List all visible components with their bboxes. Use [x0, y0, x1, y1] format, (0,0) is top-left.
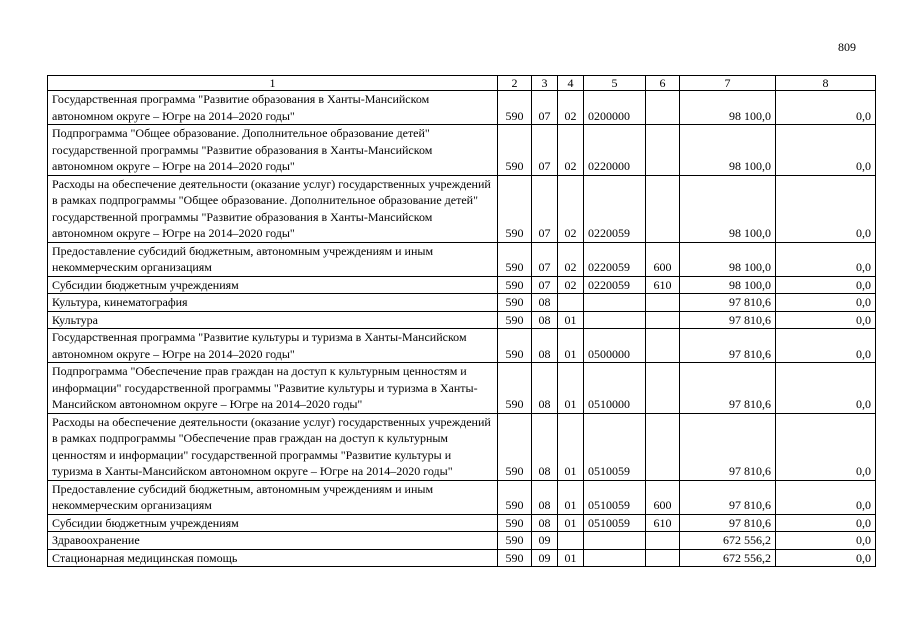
- cell-col-4: 02: [558, 91, 584, 125]
- cell-col-6: 610: [646, 276, 680, 294]
- cell-col-5: 0220059: [584, 242, 646, 276]
- cell-col-6: [646, 125, 680, 176]
- cell-col-7: 97 810,6: [680, 329, 776, 363]
- table-row: [48, 175, 876, 242]
- cell-col-7: 97 810,6: [680, 514, 776, 532]
- table-row: [48, 329, 876, 363]
- table-row: [48, 532, 876, 550]
- cell-col-2: 590: [498, 311, 532, 329]
- cell-col-3: 07: [532, 91, 558, 125]
- cell-col-7: 97 810,6: [680, 480, 776, 514]
- cell-col-3: 08: [532, 514, 558, 532]
- cell-col-4: 02: [558, 125, 584, 176]
- row-name-cell: Расходы на обеспечение деятельности (оказание услуг) государственных учреждений в рамках подпрограммы "Общее образование. Дополнительное образование детей" государственной программы "Развитие образования в Ханты-Мансийском автономном округе – Югре на 2014–2020 годы": [48, 175, 498, 242]
- cell-col-4: 02: [558, 242, 584, 276]
- row-name-cell: Культура: [48, 311, 498, 329]
- cell-col-8: 0,0: [776, 480, 876, 514]
- cell-col-2: 590: [498, 294, 532, 312]
- cell-col-6: [646, 311, 680, 329]
- cell-col-2: 590: [498, 242, 532, 276]
- cell-col-8: 0,0: [776, 294, 876, 312]
- cell-col-5: 0510059: [584, 413, 646, 480]
- cell-col-6: [646, 363, 680, 414]
- cell-col-5: 0500000: [584, 329, 646, 363]
- cell-col-2: 590: [498, 329, 532, 363]
- cell-col-7: 98 100,0: [680, 125, 776, 176]
- table-row: [48, 413, 876, 480]
- page-number: 809: [838, 40, 856, 54]
- cell-col-3: 07: [532, 242, 558, 276]
- cell-col-6: [646, 329, 680, 363]
- cell-col-7: 98 100,0: [680, 276, 776, 294]
- cell-col-2: 590: [498, 549, 532, 567]
- cell-col-5: 0200000: [584, 91, 646, 125]
- cell-col-5: 0510000: [584, 363, 646, 414]
- cell-col-5: 0220059: [584, 175, 646, 242]
- cell-col-4: 01: [558, 311, 584, 329]
- cell-col-8: 0,0: [776, 329, 876, 363]
- row-name-cell: Стационарная медицинская помощь: [48, 549, 498, 567]
- cell-col-5: 0220059: [584, 276, 646, 294]
- cell-col-6: 610: [646, 514, 680, 532]
- table-row: [48, 549, 876, 567]
- cell-col-5: [584, 294, 646, 312]
- cell-col-7: 97 810,6: [680, 363, 776, 414]
- cell-col-6: 600: [646, 480, 680, 514]
- cell-col-8: 0,0: [776, 91, 876, 125]
- table-row: [48, 514, 876, 532]
- cell-col-6: [646, 91, 680, 125]
- cell-col-8: 0,0: [776, 532, 876, 550]
- cell-col-4: 01: [558, 549, 584, 567]
- cell-col-6: [646, 549, 680, 567]
- cell-col-2: 590: [498, 125, 532, 176]
- cell-col-4: 01: [558, 329, 584, 363]
- budget-table: [47, 75, 876, 567]
- cell-col-8: 0,0: [776, 514, 876, 532]
- row-name-cell: Государственная программа "Развитие образования в Ханты-Мансийском автономном округе – Югре на 2014–2020 годы": [48, 91, 498, 125]
- cell-col-2: 590: [498, 91, 532, 125]
- row-name-cell: Государственная программа "Развитие культуры и туризма в Ханты-Мансийском автономном округе – Югре на 2014–2020 годы": [48, 329, 498, 363]
- cell-col-2: 590: [498, 413, 532, 480]
- cell-col-7: 98 100,0: [680, 91, 776, 125]
- cell-col-2: 590: [498, 514, 532, 532]
- cell-col-7: 97 810,6: [680, 294, 776, 312]
- header-cell: 3: [532, 76, 558, 91]
- cell-col-2: 590: [498, 363, 532, 414]
- cell-col-4: 01: [558, 514, 584, 532]
- table-row: [48, 125, 876, 176]
- row-name-cell: Культура, кинематография: [48, 294, 498, 312]
- table-row: [48, 363, 876, 414]
- cell-col-3: 07: [532, 276, 558, 294]
- row-name-cell: Расходы на обеспечение деятельности (оказание услуг) государственных учреждений в рамках подпрограммы "Обеспечение прав граждан на доступ к культурным ценностям и информации" государственной программы "Развитие культуры и туризма в Ханты-Мансийском автономном округе – Югре на 2014–2020 годы": [48, 413, 498, 480]
- cell-col-4: 01: [558, 480, 584, 514]
- table-row: [48, 276, 876, 294]
- table-row: [48, 91, 876, 125]
- cell-col-3: 07: [532, 125, 558, 176]
- header-cell: 7: [680, 76, 776, 91]
- cell-col-2: 590: [498, 276, 532, 294]
- cell-col-3: 07: [532, 175, 558, 242]
- row-name-cell: Предоставление субсидий бюджетным, автономным учреждениям и иным некоммерческим организациям: [48, 242, 498, 276]
- row-name-cell: Субсидии бюджетным учреждениям: [48, 514, 498, 532]
- header-cell: 4: [558, 76, 584, 91]
- header-cell: 5: [584, 76, 646, 91]
- cell-col-4: 02: [558, 276, 584, 294]
- cell-col-4: [558, 294, 584, 312]
- cell-col-2: 590: [498, 532, 532, 550]
- cell-col-6: [646, 532, 680, 550]
- table-row: [48, 294, 876, 312]
- cell-col-3: 08: [532, 413, 558, 480]
- cell-col-4: 01: [558, 413, 584, 480]
- cell-col-7: 98 100,0: [680, 242, 776, 276]
- cell-col-4: 01: [558, 363, 584, 414]
- row-name-cell: Подпрограмма "Обеспечение прав граждан на доступ к культурным ценностям и информации" государственной программы "Развитие культуры и туризма в Ханты-Мансийском автономном округе – Югре на 2014–2020 годы": [48, 363, 498, 414]
- cell-col-3: 09: [532, 549, 558, 567]
- cell-col-3: 08: [532, 329, 558, 363]
- row-name-cell: Здравоохранение: [48, 532, 498, 550]
- row-name-cell: Подпрограмма "Общее образование. Дополнительное образование детей" государственной программы "Развитие образования в Ханты-Мансийском автономном округе – Югре на 2014–2020 годы": [48, 125, 498, 176]
- cell-col-8: 0,0: [776, 175, 876, 242]
- cell-col-6: [646, 175, 680, 242]
- cell-col-7: 672 556,2: [680, 549, 776, 567]
- cell-col-5: 0220000: [584, 125, 646, 176]
- cell-col-3: 09: [532, 532, 558, 550]
- cell-col-8: 0,0: [776, 276, 876, 294]
- cell-col-5: [584, 549, 646, 567]
- cell-col-8: 0,0: [776, 242, 876, 276]
- header-cell: 8: [776, 76, 876, 91]
- cell-col-2: 590: [498, 480, 532, 514]
- header-cell: 6: [646, 76, 680, 91]
- cell-col-5: 0510059: [584, 514, 646, 532]
- cell-col-3: 08: [532, 363, 558, 414]
- table-header-row: [48, 76, 876, 91]
- cell-col-4: 02: [558, 175, 584, 242]
- cell-col-3: 08: [532, 294, 558, 312]
- table-row: [48, 242, 876, 276]
- cell-col-8: 0,0: [776, 549, 876, 567]
- cell-col-6: 600: [646, 242, 680, 276]
- cell-col-8: 0,0: [776, 125, 876, 176]
- cell-col-5: [584, 532, 646, 550]
- header-cell: 2: [498, 76, 532, 91]
- cell-col-7: 98 100,0: [680, 175, 776, 242]
- cell-col-3: 08: [532, 480, 558, 514]
- cell-col-5: [584, 311, 646, 329]
- cell-col-4: [558, 532, 584, 550]
- table-row: [48, 311, 876, 329]
- cell-col-8: 0,0: [776, 311, 876, 329]
- cell-col-8: 0,0: [776, 363, 876, 414]
- row-name-cell: Предоставление субсидий бюджетным, автономным учреждениям и иным некоммерческим организациям: [48, 480, 498, 514]
- cell-col-7: 672 556,2: [680, 532, 776, 550]
- header-cell: 1: [48, 76, 498, 91]
- cell-col-8: 0,0: [776, 413, 876, 480]
- cell-col-6: [646, 294, 680, 312]
- row-name-cell: Субсидии бюджетным учреждениям: [48, 276, 498, 294]
- cell-col-5: 0510059: [584, 480, 646, 514]
- cell-col-2: 590: [498, 175, 532, 242]
- cell-col-6: [646, 413, 680, 480]
- table-row: [48, 480, 876, 514]
- cell-col-7: 97 810,6: [680, 311, 776, 329]
- cell-col-3: 08: [532, 311, 558, 329]
- cell-col-7: 97 810,6: [680, 413, 776, 480]
